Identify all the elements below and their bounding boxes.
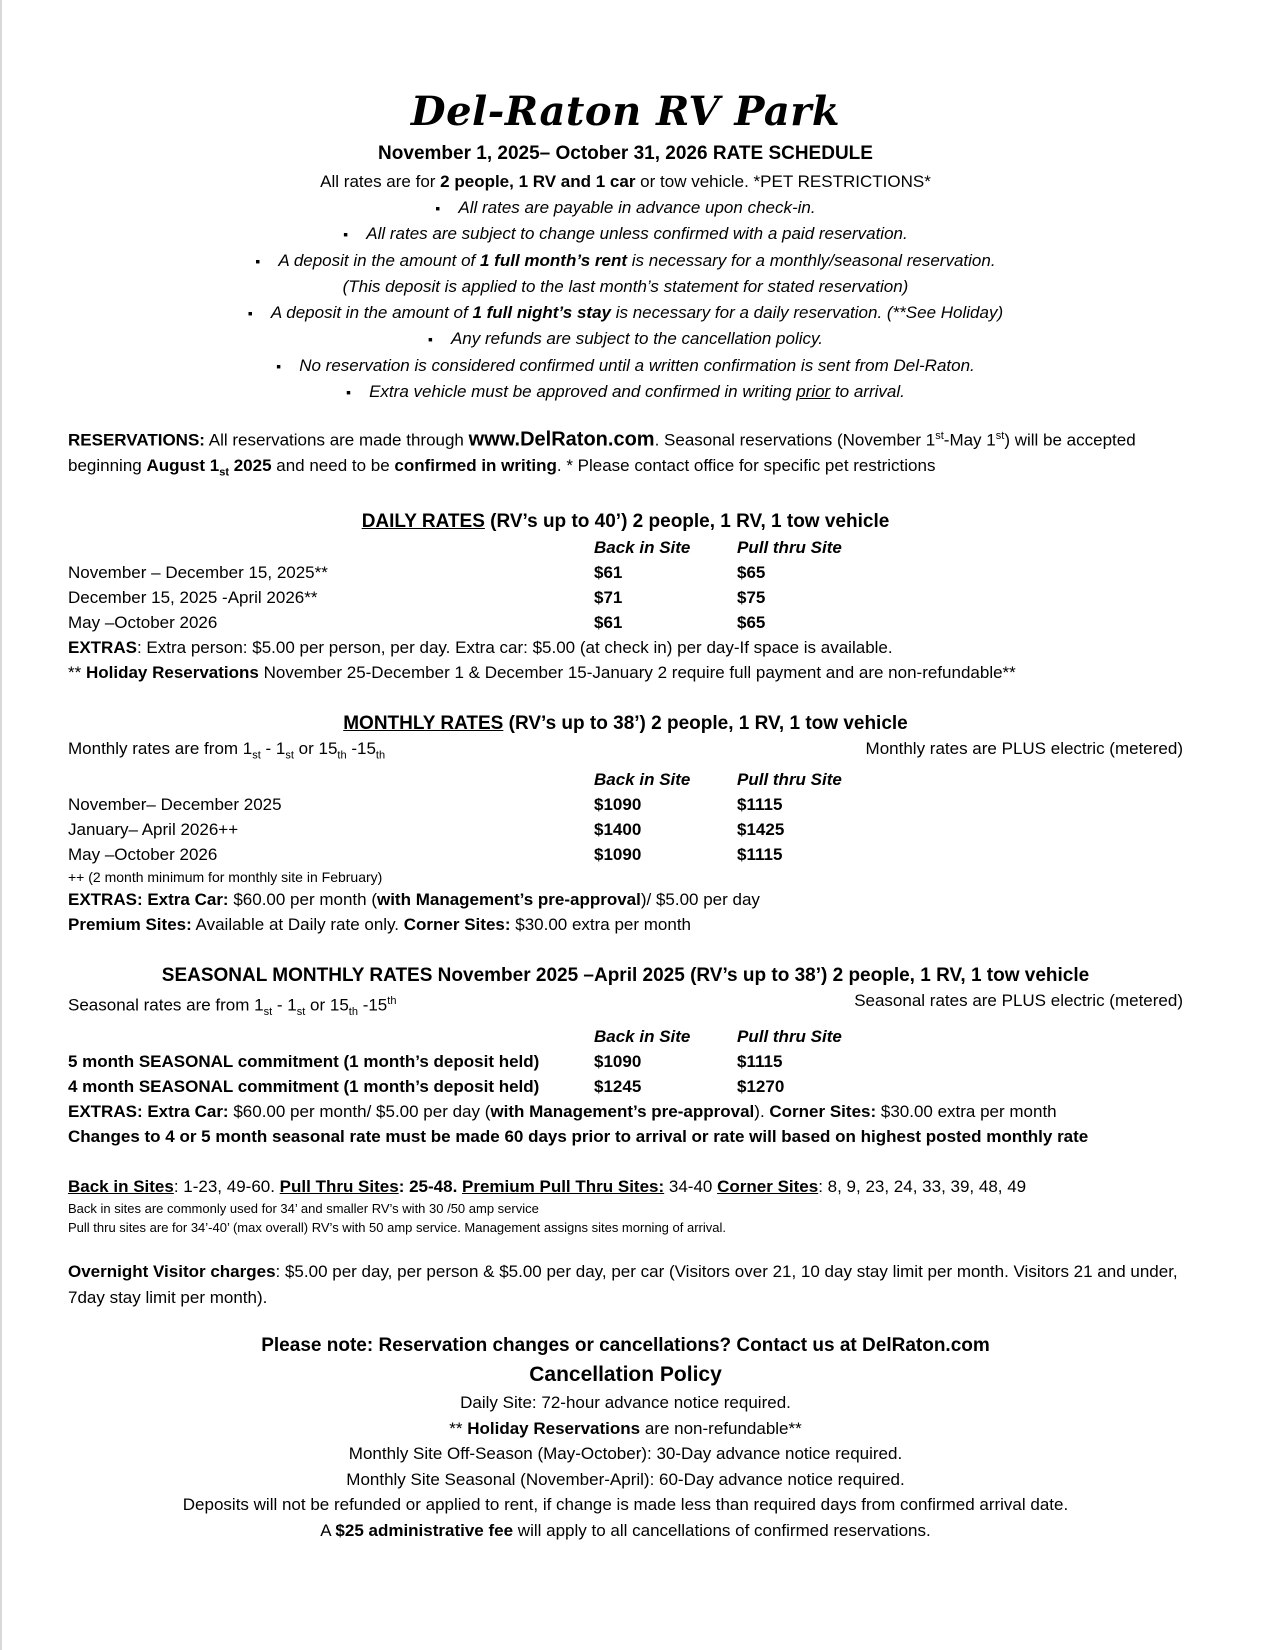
cancel-daily: Daily Site: 72-hour advance notice required. [460,1393,791,1413]
seasonal-extras: EXTRAS: Extra Car: $60.00 per month/ $5.00 per day (with Management’s pre-approval). Corner Sites: $30.00 extra per month [68,1101,1057,1121]
deposit-note: (This deposit is applied to the last month’s statement for stated reservation) [342,277,909,296]
cancel-seasonal: Monthly Site Seasonal (November-April): 60-Day advance notice required. [346,1469,905,1489]
pull-thru-sites-note: Pull thru sites are for 34’-40’ (max overall) RV’s with 50 amp service. Management assigns sites morning of arrival. [68,1220,726,1236]
bullet-daily-deposit: ▪ A deposit in the amount of 1 full night’s stay is necessary for a daily reservation. (**See Holiday) [68,300,1183,327]
website-link[interactable]: www.DelRaton.com [468,428,655,451]
monthly-column-headers: Back in Site Pull thru Site [594,769,842,789]
seasonal-column-headers: Back in Site Pull thru Site [594,1026,842,1046]
table-row: November – December 15, 2025** $61 $65 [68,562,766,582]
february-note: ++ (2 month minimum for monthly site in February) [68,868,383,885]
cancel-holiday: ** Holiday Reservations are non-refundable** [449,1418,802,1438]
bullet-confirmation: ▪ No reservation is considered confirmed until a written confirmation is sent from Del-Raton. [68,353,1183,380]
table-row: December 15, 2025 -April 2026** $71 $75 [68,587,766,607]
table-row: January– April 2026++ $1400 $1425 [68,819,785,839]
seasonal-changes-note: Changes to 4 or 5 month seasonal rate must be made 60 days prior to arrival or rate will based on highest posted monthly rate [68,1127,1089,1147]
daily-rates-heading: DAILY RATES (RV’s up to 40’) 2 people, 1 RV, 1 tow vehicle [361,510,890,532]
intro-line: All rates are for 2 people, 1 RV and 1 car or tow vehicle. *PET RESTRICTIONS* [320,172,931,191]
table-row: May –October 2026 $61 $65 [68,612,766,632]
table-row: November– December 2025 $1090 $1115 [68,794,783,814]
contact-note: Please note: Reservation changes or cancellations? Contact us at DelRaton.com [261,1335,990,1357]
site-numbers-line: Back in Sites: 1-23, 49-60. Pull Thru Sites: 25-48. Premium Pull Thru Sites: 34-40 Corner Sites: 8, 9, 23, 24, 33, 39, 48, 49 [68,1176,1027,1196]
daily-column-headers: Back in Site Pull thru Site [594,537,842,557]
holiday-reservations: ** Holiday Reservations November 25-December 1 & December 15-January 2 require full payment and are non-refundable** [68,663,1016,683]
reservations-paragraph: RESERVATIONS: All reservations are made through www.DelRaton.com. Seasonal reservations (November 1st-May 1st) will be accepted beginning August $1_{st}$ 2025 and need to be confirmed in writing. * Please contact office for specific pet restrictions [68,428,1136,479]
table-row: 5 month SEASONAL commitment (1 month’s deposit held) $1090 $1115 [68,1051,783,1071]
schedule-heading: November 1, 2025– October 31, 2026 RATE SCHEDULE [378,143,873,164]
seasonal-rates-heading: SEASONAL MONTHLY RATES November 2025 –April 2025 (RV’s up to 38’) 2 people, 1 RV, 1 tow vehicle [161,964,1090,986]
bullet-extra-vehicle: ▪ Extra vehicle must be approved and confirmed in writing prior to arrival. [68,379,1183,406]
premium-sites-line: Premium Sites: Available at Daily rate only. Corner Sites: $30.00 extra per month [68,915,692,935]
back-in-sites-note: Back in sites are commonly used for 34’ and smaller RV’s with 30 /50 amp service [68,1201,539,1217]
monthly-extras: EXTRAS: Extra Car: $60.00 per month (with Management’s pre-approval)/ $5.00 per day [68,889,760,909]
cancellation-heading: Cancellation Policy [529,1363,722,1387]
table-row: 4 month SEASONAL commitment (1 month’s deposit held) $1245 $1270 [68,1076,785,1096]
rate-schedule-document [68,88,1183,1543]
bullet-refunds: ▪ Any refunds are subject to the cancellation policy. [68,326,1183,353]
bullet-monthly-deposit: ▪ A deposit in the amount of 1 full month’s rent is necessary for a monthly/seasonal reservation. [68,248,1183,275]
cancel-offseason: Monthly Site Off-Season (May-October): 30-Day advance notice required. [348,1444,903,1464]
bullet-payable: ▪ All rates are payable in advance upon check-in. [68,195,1183,222]
park-title: Del-Raton RV Park [410,88,841,135]
bullet-subject-change: ▪ All rates are subject to change unless confirmed with a paid reservation. [68,221,1183,248]
daily-extras: EXTRAS: Extra person: $5.00 per person, per day. Extra car: $5.00 (at check in) per day-If space is available. [68,637,893,657]
monthly-from-line: Monthly rates are from $1_{st} - 1_{st}$ or $15_{th}$ $-15_{th}$ Monthly rates are PLUS electric (metered) [68,738,1183,761]
cancel-fee: A $25 administrative fee will apply to all cancellations of confirmed reservations. [320,1520,931,1540]
monthly-rates-heading: MONTHLY RATES (RV’s up to 38’) 2 people, 1 RV, 1 tow vehicle [343,712,908,734]
visitor-charges: Overnight Visitor charges: $5.00 per day, per person & $5.00 per day, per car (Visitors over 21, 10 day stay limit per month. Visitors 21 and under, 7day stay limit per month). [68,1262,1178,1307]
seasonal-from-line: Seasonal rates are from $1_{st} - 1_{st}$ or $15_{th}$ -15th Seasonal rates are PLUS electric (metered) [68,990,1183,1018]
cancel-deposits: Deposits will not be refunded or applied to rent, if change is made less than required days from confirmed arrival date. [182,1495,1069,1515]
table-row: May –October 2026 $1090 $1115 [68,844,783,864]
page-edge [0,0,2,1650]
